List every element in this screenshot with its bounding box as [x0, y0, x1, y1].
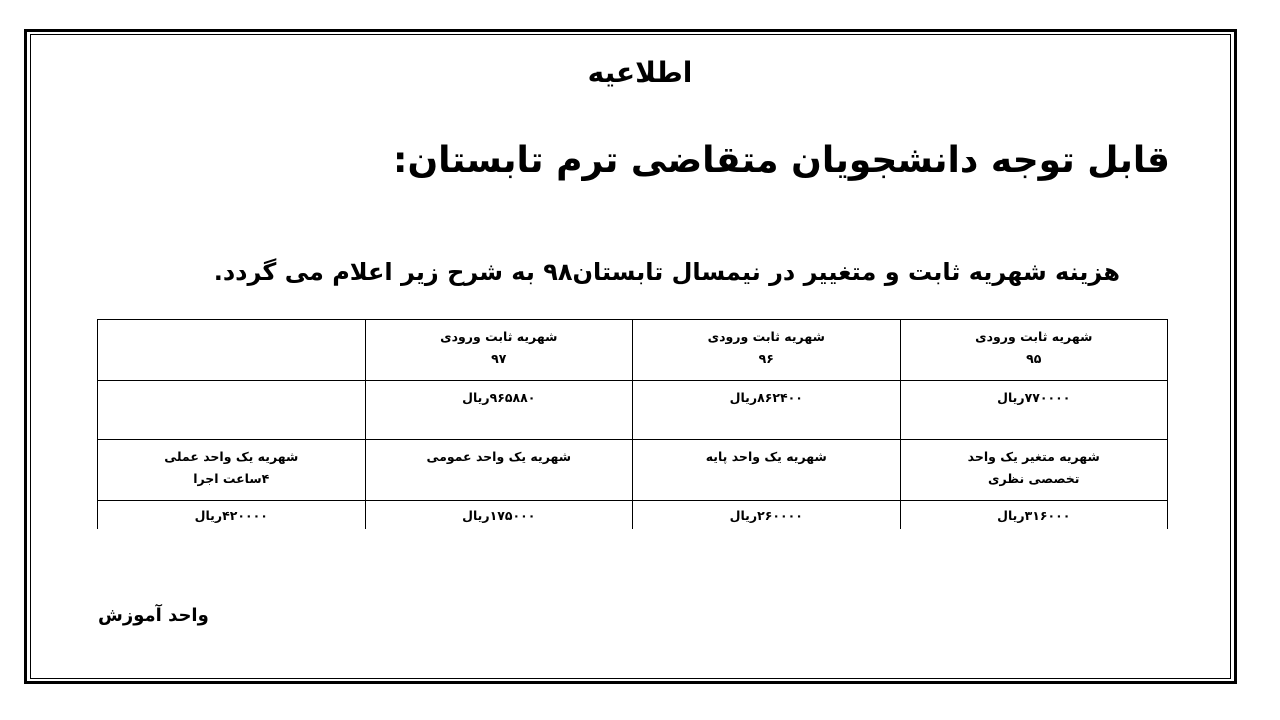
cell-label: شهریه متغیر یک واحد	[967, 449, 1100, 464]
table-row-variable-headers	[98, 440, 1168, 501]
cell-year: ۹۷	[491, 351, 507, 366]
cell-label: شهریه یک واحد پایه	[705, 449, 827, 464]
table-cell: ۲۶۰۰۰۰ریال	[633, 501, 901, 530]
cell-sublabel: تخصصی نظری	[988, 471, 1080, 486]
table-row-variable-values	[98, 501, 1168, 530]
table-cell	[633, 320, 901, 381]
cell-year: ۹۵	[1026, 351, 1042, 366]
table-cell	[365, 320, 633, 381]
signature: واحد آموزش	[98, 605, 209, 626]
table-cell: ۹۶۵۸۸۰ریال	[365, 381, 633, 440]
tuition-table	[97, 319, 1168, 529]
cell-year: ۹۶	[758, 351, 774, 366]
table-cell-empty	[98, 320, 366, 381]
cell-label: شهریه ثابت ورودی	[707, 329, 825, 344]
notice-intro: هزینه شهریه ثابت و متغییر در نیمسال تابستان۹۸ به شرح زیر اعلام می گردد.	[213, 258, 1120, 286]
table-cell: ۷۷۰۰۰۰ریال	[900, 381, 1168, 440]
table-cell: ۴۲۰۰۰۰ریال	[98, 501, 366, 530]
cell-label: شهریه یک واحد عملی	[164, 449, 299, 464]
table-cell: ۱۷۵۰۰۰ریال	[365, 501, 633, 530]
table-cell: ۸۶۲۴۰۰ریال	[633, 381, 901, 440]
table-cell	[98, 440, 366, 501]
table-row-fixed-values	[98, 381, 1168, 440]
notice-subtitle: قابل توجه دانشجویان متقاضی ترم تابستان:	[393, 140, 1170, 181]
table-cell: ۳۱۶۰۰۰ریال	[900, 501, 1168, 530]
cell-sublabel: ۴ساعت اجرا	[193, 471, 270, 486]
table-cell	[365, 440, 633, 501]
cell-label: شهریه ثابت ورودی	[975, 329, 1093, 344]
cell-label: شهریه یک واحد عمومی	[426, 449, 572, 464]
table-cell	[900, 320, 1168, 381]
table-cell	[633, 440, 901, 501]
table-cell	[900, 440, 1168, 501]
table-cell-empty	[98, 381, 366, 440]
notice-title: اطلاعیه	[587, 56, 693, 89]
table-row-fixed-headers	[98, 320, 1168, 381]
cell-label: شهریه ثابت ورودی	[440, 329, 558, 344]
